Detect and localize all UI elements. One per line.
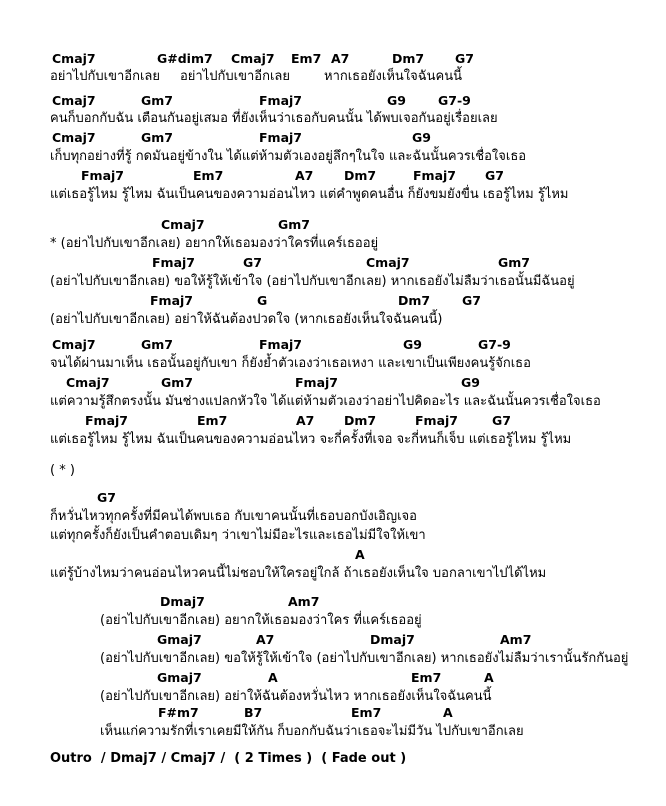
chord-symbol: Cmaj7	[231, 51, 275, 66]
chord-symbol: G7-9	[438, 93, 471, 108]
chord-symbol: Em7	[411, 670, 442, 685]
chord-symbol: Gmaj7	[157, 632, 202, 647]
chord-symbol: Dmaj7	[370, 632, 415, 647]
lyric-text: จนได้ผ่านมาเห็น เธอนั้นอยู่กับเขา ก็ยังย้ำตัวเองว่าเธอเหงา และเขาเป็นเพียงคนรู้จักเธอ	[50, 356, 531, 371]
lyric-text: (อย่าไปกับเขาอีกเลย) อยากให้เธอมองว่าใคร ที่แคร์เธออยู่	[100, 613, 422, 628]
chord-symbol: A	[484, 670, 494, 685]
chord-symbol: Am7	[288, 594, 320, 609]
chord-symbol: Fmaj7	[413, 168, 456, 183]
lyric-text: อย่าไปกับเขาอีกเลย	[180, 69, 290, 84]
lyric-text: (อย่าไปกับเขาอีกเลย) ขอให้รู้ให้เข้าใจ (อย่าไปกับเขาอีกเลย) หากเธอยังไม่ลืมว่าเรานั้นรักกันอยู่	[100, 651, 629, 666]
chord-symbol: Em7	[291, 51, 322, 66]
chord-symbol: G9	[412, 130, 431, 145]
chord-symbol: B7	[244, 705, 263, 720]
chord-symbol: A7	[256, 632, 275, 647]
lyric-text: ก็หวั่นไหวทุกครั้งที่มีคนได้พบเธอ กับเขาคนนั้นที่เธอบอกบังเอิญเจอ	[50, 509, 417, 524]
lyric-text: อย่าไปกับเขาอีกเลย	[50, 69, 160, 84]
chord-symbol: G7-9	[478, 337, 511, 352]
outro-text: Outro / Dmaj7 / Cmaj7 / ( 2 Times ) ( Fade out )	[50, 751, 407, 766]
chord-symbol: Fmaj7	[150, 293, 193, 308]
chord-symbol: Fmaj7	[85, 413, 128, 428]
chord-symbol: Cmaj7	[66, 375, 110, 390]
lyric-text: แต่ความรู้สึกตรงนั้น มันช่างแปลกหัวใจ ได้แต่ห้ามตัวเองว่าอย่าไปคิดอะไร และฉันนั้นควรเชื่อใจเธอ	[50, 394, 601, 409]
chord-symbol: Dm7	[392, 51, 425, 66]
chord-symbol: G7	[97, 490, 116, 505]
chord-symbol: Cmaj7	[52, 337, 96, 352]
chord-symbol: G9	[387, 93, 406, 108]
chord-symbol: Cmaj7	[52, 93, 96, 108]
chord-symbol: Dmaj7	[160, 594, 205, 609]
lyric-text: หากเธอยังเห็นใจฉันคนนี้	[324, 69, 462, 84]
chord-symbol: Fmaj7	[295, 375, 338, 390]
chord-symbol: Dm7	[344, 168, 377, 183]
chord-symbol: G#dim7	[157, 51, 213, 66]
lyric-text: * (อย่าไปกับเขาอีกเลย) อยากให้เธอมองว่าใครที่แคร์เธออยู่	[50, 236, 379, 251]
chord-symbol: G7	[485, 168, 504, 183]
chord-symbol: Cmaj7	[161, 217, 205, 232]
chord-symbol: G7	[492, 413, 511, 428]
chord-symbol: Gm7	[141, 337, 173, 352]
chord-symbol: Em7	[193, 168, 224, 183]
chord-symbol: G9	[403, 337, 422, 352]
lyric-text: (อย่าไปกับเขาอีกเลย) อย่าให้ฉันต้องปวดใจ (หากเธอยังเห็นใจฉันคนนี้)	[50, 312, 443, 327]
chord-symbol: Cmaj7	[52, 130, 96, 145]
chord-symbol: A	[443, 705, 453, 720]
chord-symbol: A7	[295, 168, 314, 183]
chord-symbol: Em7	[351, 705, 382, 720]
lyric-text: แต่ทุกครั้งก็ยังเป็นคำตอบเดิมๆ ว่าเขาไม่มีอะไรและเธอไม่มีใจให้เขา	[50, 528, 426, 543]
section-marker: ( * )	[50, 463, 75, 478]
chord-symbol: Cmaj7	[366, 255, 410, 270]
chord-symbol: G	[257, 293, 268, 308]
chord-symbol: Dm7	[398, 293, 431, 308]
lyric-text: เก็บทุกอย่างที่รู้ กดมันอยู่ข้างใน ได้แต่ห้ามตัวเองอยู่ลึกๆในใจ และฉันนั้นควรเชื่อใจเธอ	[50, 149, 527, 164]
chord-symbol: Gm7	[161, 375, 193, 390]
chord-symbol: Gmaj7	[157, 670, 202, 685]
chord-symbol: Fmaj7	[152, 255, 195, 270]
chord-symbol: G7	[455, 51, 474, 66]
chord-symbol: Am7	[500, 632, 532, 647]
chord-symbol: Gm7	[498, 255, 530, 270]
chord-symbol: A	[268, 670, 278, 685]
lyric-text: แต่รู้บ้างไหมว่าคนอ่อนไหวคนนี้ไม่ชอบให้ใครอยู่ใกล้ ถ้าเธอยังเห็นใจ บอกลาเขาไปได้ไหม	[50, 566, 547, 581]
chord-symbol: F#m7	[158, 705, 199, 720]
chord-symbol: Em7	[197, 413, 228, 428]
chord-symbol: Fmaj7	[259, 130, 302, 145]
lyric-text: (อย่าไปกับเขาอีกเลย) ขอให้รู้ให้เข้าใจ (อย่าไปกับเขาอีกเลย) หากเธอยังไม่ลืมว่าเธอนั้นมีฉันอยู่	[50, 274, 575, 289]
lyric-text: เห็นแก่ความรักที่เราเคยมีให้กัน ก็บอกกับฉันว่าเธอจะไม่มีวัน ไปกับเขาอีกเลย	[100, 724, 524, 739]
chord-symbol: Cmaj7	[52, 51, 96, 66]
chord-symbol: Fmaj7	[259, 337, 302, 352]
lyric-text: (อย่าไปกับเขาอีกเลย) อย่าให้ฉันต้องหวั่นไหว หากเธอยังเห็นใจฉันคนนี้	[100, 689, 492, 704]
chord-symbol: A	[355, 547, 365, 562]
chord-symbol: G9	[461, 375, 480, 390]
lyric-text: แต่เธอรู้ไหม รู้ไหม ฉันเป็นคนของความอ่อนไหว แต่คำพูดคนอื่น ก็ยังขมยังขื่น เธอรู้ไหม รู้ไหม	[50, 187, 569, 202]
chord-symbol: G7	[243, 255, 262, 270]
chord-symbol: Fmaj7	[415, 413, 458, 428]
chord-symbol: A7	[296, 413, 315, 428]
chord-symbol: Gm7	[278, 217, 310, 232]
chord-symbol: G7	[462, 293, 481, 308]
lyric-text: แต่เธอรู้ไหม รู้ไหม ฉันเป็นคนของความอ่อนไหว จะกี่ครั้งที่เจอ จะกี่หนก็เจ็บ แต่เธอรู้ไหม รู้ไหม	[50, 432, 572, 447]
lyric-text: คนก็บอกกับฉัน เตือนกันอยู่เสมอ ที่ยังเห็นว่าเธอกับคนนั้น ได้พบเจอกันอยู่เรื่อยเลย	[50, 111, 498, 126]
chord-symbol: Dm7	[344, 413, 377, 428]
chord-symbol: Gm7	[141, 93, 173, 108]
chord-symbol: A7	[331, 51, 350, 66]
chord-symbol: Gm7	[141, 130, 173, 145]
chord-symbol: Fmaj7	[259, 93, 302, 108]
chord-symbol: Fmaj7	[81, 168, 124, 183]
